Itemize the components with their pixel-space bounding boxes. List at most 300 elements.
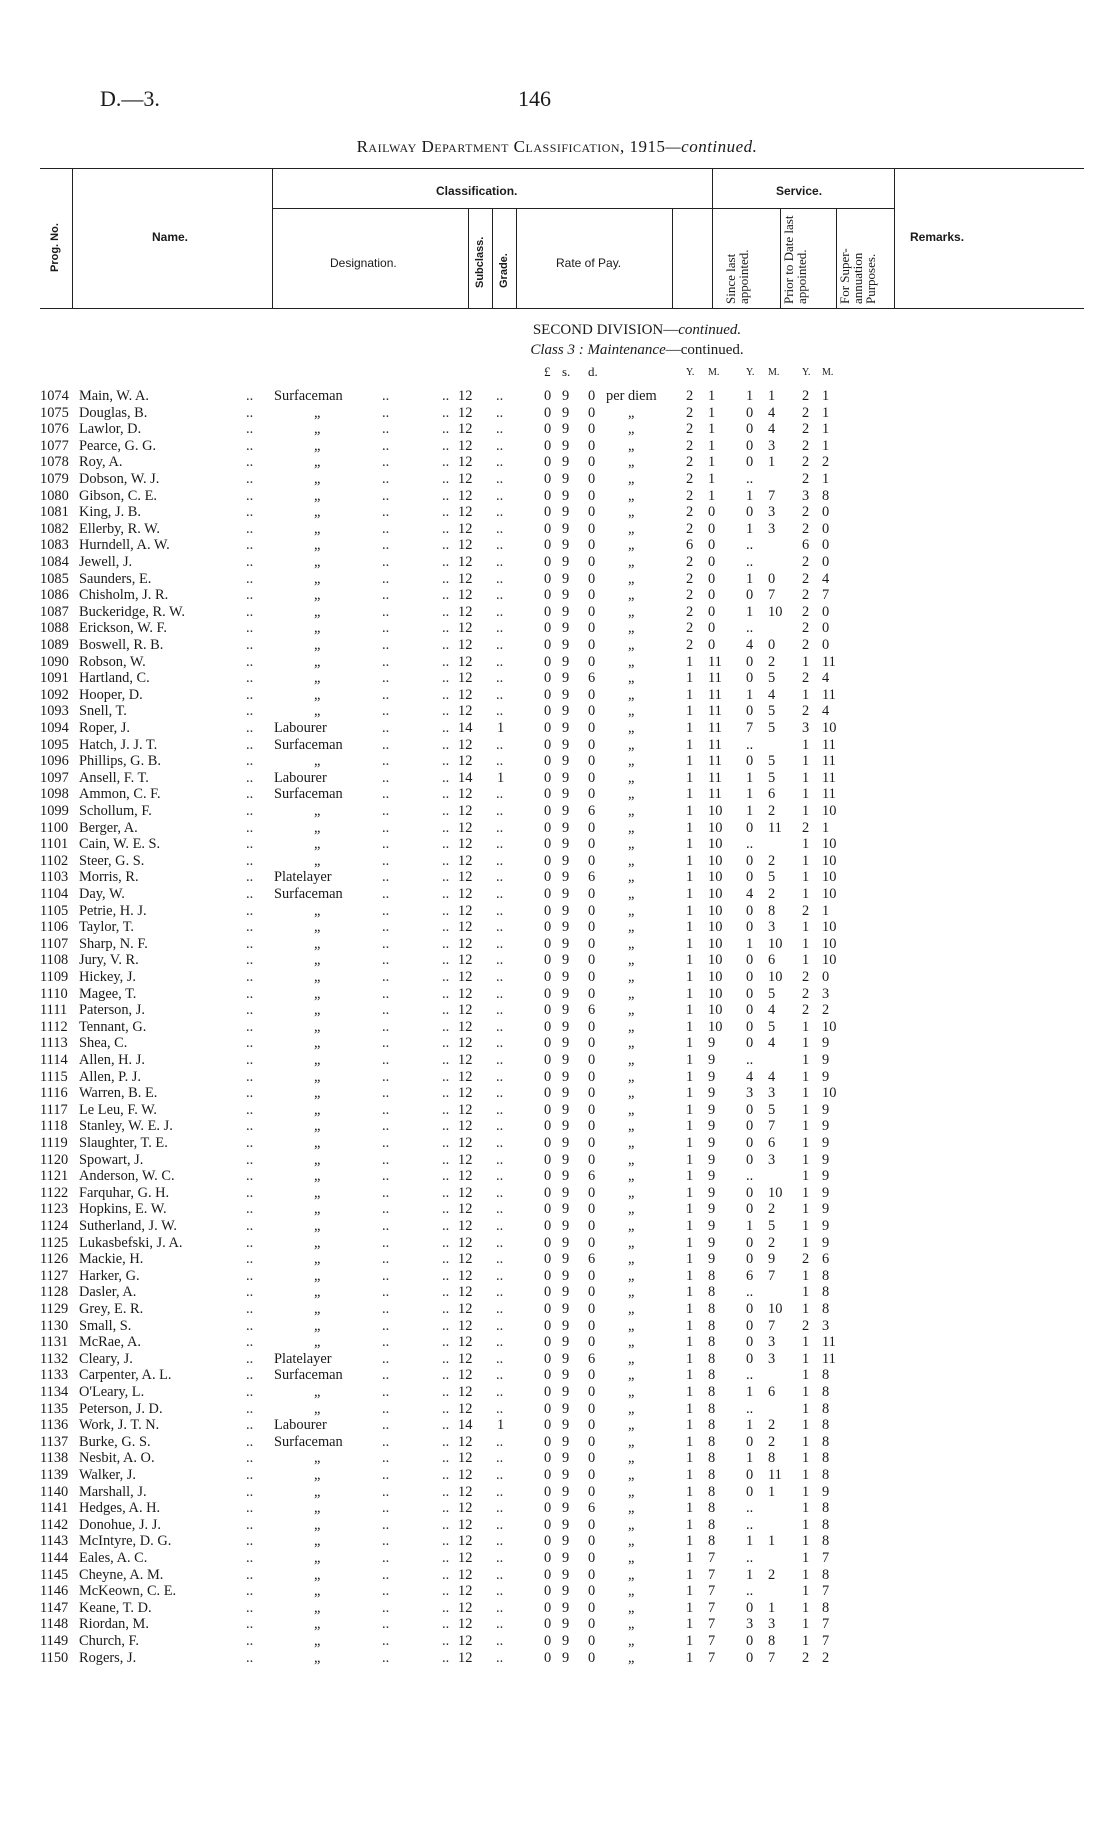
pay-pence: 0 [588,1018,596,1035]
designation: „ [314,1035,321,1052]
designation: „ [314,1118,321,1135]
pay-period: „ [628,819,635,836]
pay-pence: 0 [588,1301,596,1317]
pay-pence: 0 [588,421,596,438]
pay-shillings: 9 [562,753,570,770]
pay-pounds: 0 [544,487,552,504]
leader-dots: .. [382,803,390,819]
leader-dots: .. [382,1467,390,1483]
table-row [0,869,1114,886]
prior-months: 4 [768,404,776,421]
super-years: 1 [802,1350,810,1367]
pay-pounds: 0 [544,1267,552,1284]
leader-dots: .. [382,753,390,770]
table-row [0,1450,1114,1467]
leader-dots: .. [382,653,390,670]
pay-pence: 0 [588,1201,596,1218]
designation: „ [314,1516,321,1533]
staff-name: Douglas, B. [79,404,148,421]
pay-shillings: 9 [562,1400,570,1417]
subclass: 12 [458,670,473,687]
leader-dots: .. [442,1234,450,1251]
staff-name: Allen, P. J. [79,1068,141,1085]
designation: „ [314,1284,321,1301]
designation: „ [314,1251,321,1268]
pay-pence: 0 [588,1052,596,1068]
super-years: 1 [802,1583,810,1600]
staff-name: Hurndell, A. W. [79,537,170,554]
prior-years: 0 [746,421,754,438]
staff-name: Riordan, M. [79,1616,149,1633]
prior-years: 0 [746,1350,754,1367]
leader-dots: .. [246,1550,254,1566]
leader-dots: .. [246,952,254,969]
since-years: 1 [686,836,694,853]
designation: „ [314,1467,321,1483]
since-months: 10 [708,803,723,819]
pay-period: „ [628,1234,635,1251]
staff-name: Tennant, G. [79,1018,147,1035]
staff-name: Hedges, A. H. [79,1500,161,1517]
pay-pounds: 0 [544,520,552,537]
pay-pence: 0 [588,769,596,786]
pay-shillings: 9 [562,902,570,919]
prior-months: 5 [768,703,776,720]
leader-dots: .. [246,1018,254,1035]
leader-dots: .. [382,620,390,637]
staff-name: Lukasbefski, J. A. [79,1234,183,1251]
leader-dots: .. [442,1168,450,1185]
super-years: 2 [802,471,810,487]
pay-pence: 0 [588,753,596,770]
prog-no: 1138 [40,1450,69,1467]
leader-dots: .. [496,786,504,803]
pay-period: „ [628,1168,635,1185]
pay-pounds: 0 [544,1550,552,1566]
prior-years: 0 [746,1633,754,1649]
leader-dots: .. [496,1201,504,1218]
leader-dots: .. [246,437,254,454]
super-months: 9 [822,1135,830,1151]
subclass: 12 [458,1616,473,1633]
prior-years: 0 [746,670,754,687]
leader-dots: .. [442,570,450,587]
leader-dots: .. [496,1168,504,1185]
pay-shillings: 9 [562,1234,570,1251]
designation: „ [314,1234,321,1251]
pay-period: „ [628,803,635,819]
designation: „ [314,1616,321,1633]
designation: „ [314,520,321,537]
prog-no: 1144 [40,1550,69,1566]
pay-period: „ [628,1101,635,1118]
pay-shillings: 9 [562,1566,570,1583]
pay-pence: 0 [588,1566,596,1583]
since-years: 1 [686,1616,694,1633]
pay-shillings: 9 [562,1467,570,1483]
staff-name: Jewell, J. [79,554,133,570]
leader-dots: .. [496,454,504,471]
since-months: 9 [708,1251,716,1268]
leader-dots: .. [496,1433,504,1450]
leader-dots: .. [442,1135,450,1151]
leader-dots: .. [246,869,254,886]
designation: „ [314,952,321,969]
leader-dots: .. [246,1450,254,1467]
leader-dots: .. [496,504,504,521]
leader-dots: .. [496,1500,504,1517]
table-row [0,770,1114,787]
prior-years: 7 [746,720,754,736]
leader-dots: .. [382,587,390,604]
prior-years: 1 [746,786,754,803]
prior-months: 4 [768,686,776,703]
since-years: 1 [686,1566,694,1583]
pay-period: „ [628,1633,635,1649]
leader-dots: .. [246,985,254,1002]
since-years: 2 [686,404,694,421]
staff-name: Dobson, W. J. [79,471,160,487]
table-row [0,1035,1114,1052]
leader-dots: .. [246,520,254,537]
prior-months: 2 [768,1234,776,1251]
super-years: 1 [802,1118,810,1135]
staff-name: Schollum, F. [79,803,152,819]
super-months: 3 [822,1317,830,1334]
staff-name: Chisholm, J. R. [79,587,169,604]
unit-pounds: £ [544,364,551,379]
division-label: SECOND DIVISION— [532,322,679,338]
since-months: 8 [708,1267,716,1284]
leader-dots: .. [246,1500,254,1517]
prior-years: 1 [746,388,754,404]
staff-name: Allen, H. J. [79,1052,145,1068]
pay-pence: 6 [588,1500,596,1517]
col-grade: Grade. [498,253,510,288]
prior-years: 1 [746,686,754,703]
pay-period: „ [628,1616,635,1633]
super-years: 1 [802,1450,810,1467]
super-months: 10 [822,1085,837,1102]
col-prior-to-label: Prior to Date last appointed. [781,215,809,304]
leader-dots: .. [496,487,504,504]
pay-period: „ [628,404,635,421]
since-years: 2 [686,437,694,454]
leader-dots: .. [382,1367,390,1384]
pay-pounds: 0 [544,985,552,1002]
pay-pounds: 0 [544,1317,552,1334]
prog-no: 1094 [40,720,69,736]
since-years: 1 [686,1052,694,1068]
prior-years: 0 [746,454,754,471]
prog-no: 1079 [40,471,69,487]
prog-no: 1081 [40,504,69,521]
pay-shillings: 9 [562,985,570,1002]
prior-years: 0 [746,852,754,869]
prog-no: 1091 [40,670,69,687]
pay-shillings: 9 [562,1284,570,1301]
prog-no: 1102 [40,852,69,869]
subclass: 12 [458,1135,473,1151]
prior-months: 8 [768,902,776,919]
pay-pence: 0 [588,1184,596,1201]
staff-name: Ansell, F. T. [79,769,149,786]
prior-months: 11 [768,1467,782,1483]
leader-dots: .. [246,1367,254,1384]
leader-dots: .. [442,1633,450,1649]
leader-dots: .. [382,670,390,687]
pay-pounds: 0 [544,421,552,438]
since-years: 2 [686,603,694,620]
col-prior-to [782,212,808,304]
pay-period: „ [628,1218,635,1234]
leader-dots: .. [382,1649,390,1666]
pay-shillings: 9 [562,1417,570,1434]
since-years: 1 [686,1035,694,1052]
subclass: 12 [458,1400,473,1417]
leader-dots: .. [496,1118,504,1135]
super-years: 1 [802,952,810,969]
super-months: 8 [822,1516,830,1533]
since-months: 1 [708,487,716,504]
leader-dots: .. [442,620,450,637]
pay-shillings: 9 [562,1035,570,1052]
class-suffix: —continued. [665,342,744,358]
leader-dots: .. [496,388,504,404]
since-months: 0 [708,620,716,637]
since-months: 8 [708,1516,716,1533]
pay-pence: 0 [588,852,596,869]
table-row [0,471,1114,488]
table-row [0,803,1114,820]
leader-dots: .. [496,1317,504,1334]
super-years: 2 [802,1002,810,1019]
subclass: 12 [458,902,473,919]
prog-no: 1105 [40,902,69,919]
leader-dots: .. [246,620,254,637]
leader-dots: .. [442,1002,450,1019]
super-years: 1 [802,1168,810,1185]
table-row [0,454,1114,471]
table-row [0,1633,1114,1650]
col-since-last-label: Since last appointed. [723,249,751,304]
designation: „ [314,1400,321,1417]
leader-dots: .. [496,1002,504,1019]
since-months: 10 [708,919,723,936]
col-service: Service. [776,184,823,198]
staff-name: Steer, G. S. [79,852,145,869]
pay-period: „ [628,1201,635,1218]
staff-name: Jury, V. R. [79,952,139,969]
super-years: 1 [802,1035,810,1052]
pay-period: „ [628,852,635,869]
leader-dots: .. [442,919,450,936]
subclass: 12 [458,471,473,487]
leader-dots: .. [246,753,254,770]
prior-years: 0 [746,1599,754,1616]
subclass: 12 [458,985,473,1002]
designation: „ [314,969,321,985]
leader-dots: .. [442,1350,450,1367]
prior-months: 1 [768,454,776,471]
pay-pounds: 0 [544,404,552,421]
leader-dots: .. [382,1350,390,1367]
super-months: 8 [822,1301,830,1317]
pay-pounds: 0 [544,1135,552,1151]
table-row [0,1484,1114,1501]
staff-name: Snell, T. [79,703,127,720]
leader-dots: .. [496,1018,504,1035]
pay-shillings: 9 [562,803,570,819]
leader-dots: .. [246,1467,254,1483]
table-row [0,521,1114,538]
prior-months: 8 [768,1450,776,1467]
prior-months: 8 [768,1633,776,1649]
leader-dots: .. [442,753,450,770]
subclass: 12 [458,1184,473,1201]
leader-dots: .. [382,1500,390,1517]
pay-period: „ [628,1317,635,1334]
staff-name: Keane, T. D. [79,1599,152,1616]
since-months: 0 [708,603,716,620]
leader-dots: .. [382,1068,390,1085]
leader-dots: .. [496,1334,504,1351]
prior-months: 2 [768,1201,776,1218]
pay-period: „ [628,1500,635,1517]
designation: Labourer [274,769,327,786]
designation: „ [314,1533,321,1550]
leader-dots: .. [246,670,254,687]
pay-pence: 0 [588,1483,596,1500]
leader-dots: .. [246,570,254,587]
pay-pounds: 0 [544,1533,552,1550]
super-years: 3 [802,487,810,504]
prior-months: 0 [768,637,776,653]
leader-dots: .. [246,736,254,753]
designation: Labourer [274,1417,327,1434]
pay-pence: 0 [588,1068,596,1085]
pay-pounds: 0 [544,952,552,969]
prior-years: .. [746,1400,754,1417]
since-months: 0 [708,554,716,570]
subclass: 12 [458,1649,473,1666]
pay-shillings: 9 [562,1118,570,1135]
prog-no: 1128 [40,1284,69,1301]
table-row [0,1118,1114,1135]
staff-name: Peterson, J. D. [79,1400,163,1417]
super-years: 2 [802,554,810,570]
leader-dots: .. [246,487,254,504]
super-months: 9 [822,1218,830,1234]
super-years: 1 [802,769,810,786]
super-months: 9 [822,1068,830,1085]
super-months: 1 [822,404,830,421]
since-months: 8 [708,1284,716,1301]
staff-name: McRae, A. [79,1334,141,1351]
pay-shillings: 9 [562,437,570,454]
leader-dots: .. [442,1151,450,1168]
since-months: 9 [708,1201,716,1218]
pay-pence: 6 [588,1168,596,1185]
pay-pence: 0 [588,471,596,487]
leader-dots: .. [382,1400,390,1417]
pay-period: „ [628,886,635,902]
subclass: 12 [458,1267,473,1284]
designation: Surfaceman [274,1367,343,1384]
prog-no: 1090 [40,653,69,670]
table-row [0,986,1114,1003]
leader-dots: .. [496,886,504,902]
staff-name: Roper, J. [79,720,130,736]
subclass: 12 [458,1018,473,1035]
staff-name: King, J. B. [79,504,141,521]
pay-pence: 0 [588,1599,596,1616]
pay-pence: 0 [588,1334,596,1351]
subclass: 12 [458,1151,473,1168]
subclass: 12 [458,1516,473,1533]
pay-pounds: 0 [544,1450,552,1467]
subclass: 12 [458,836,473,853]
unit-m-since: M. [708,367,720,378]
pay-shillings: 9 [562,1649,570,1666]
since-years: 1 [686,819,694,836]
pay-pounds: 0 [544,1633,552,1649]
leader-dots: .. [382,935,390,952]
leader-dots: .. [246,1317,254,1334]
prior-years: .. [746,1052,754,1068]
pay-pounds: 0 [544,736,552,753]
division-suffix: continued. [678,322,742,338]
super-months: 7 [822,1550,830,1566]
super-years: 1 [802,1234,810,1251]
since-years: 1 [686,1417,694,1434]
leader-dots: .. [496,1483,504,1500]
super-years: 1 [802,803,810,819]
prog-no: 1137 [40,1433,69,1450]
pay-pence: 0 [588,1284,596,1301]
designation: „ [314,587,321,604]
pay-pence: 0 [588,1135,596,1151]
subclass: 12 [458,1284,473,1301]
staff-name: Morris, R. [79,869,139,886]
leader-dots: .. [246,1616,254,1633]
leader-dots: .. [382,1450,390,1467]
prog-no: 1113 [40,1035,68,1052]
since-months: 7 [708,1616,716,1633]
leader-dots: .. [496,1566,504,1583]
leader-dots: .. [246,1234,254,1251]
since-months: 9 [708,1068,716,1085]
pay-pounds: 0 [544,819,552,836]
super-months: 8 [822,1500,830,1517]
designation: „ [314,471,321,487]
pay-pence: 0 [588,570,596,587]
pay-pence: 0 [588,1533,596,1550]
super-years: 2 [802,454,810,471]
prog-no: 1075 [40,404,69,421]
subclass: 12 [458,1599,473,1616]
subclass: 12 [458,1583,473,1600]
since-months: 11 [708,769,722,786]
leader-dots: .. [246,902,254,919]
prior-years: 0 [746,1251,754,1268]
leader-dots: .. [246,1334,254,1351]
prior-months: 9 [768,1251,776,1268]
pay-period: „ [628,919,635,936]
leader-dots: .. [382,1599,390,1616]
designation: „ [314,1599,321,1616]
staff-name: McIntyre, D. G. [79,1533,172,1550]
